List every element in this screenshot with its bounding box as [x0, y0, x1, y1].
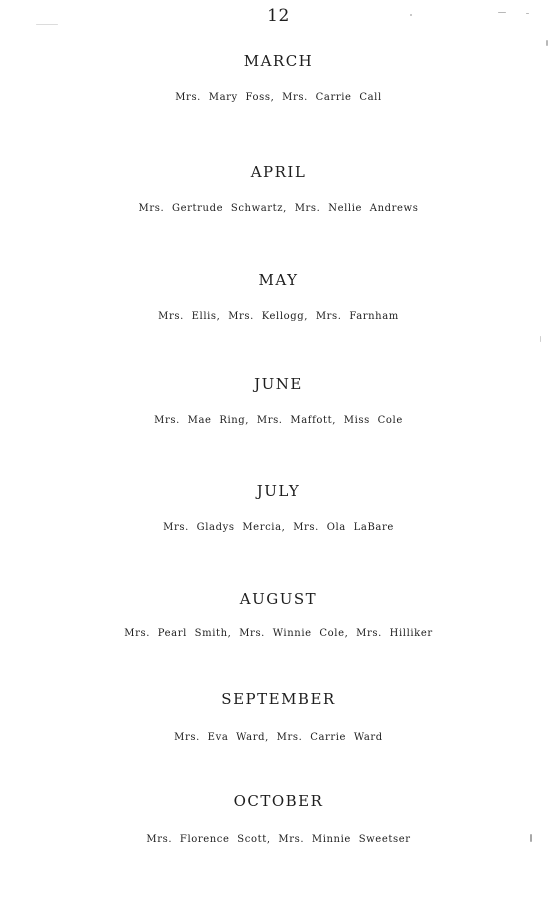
scan-speck: [498, 12, 506, 13]
scan-speck: [540, 336, 541, 342]
month-heading-july: JULY: [256, 482, 301, 500]
month-heading-may: MAY: [258, 271, 299, 289]
month-heading-september: SEPTEMBER: [221, 690, 336, 708]
scan-speck: [526, 13, 529, 14]
names-may: Mrs. Ellis, Mrs. Kellogg, Mrs. Farnham: [158, 311, 399, 322]
names-june: Mrs. Mae Ring, Mrs. Maffott, Miss Cole: [154, 415, 403, 426]
month-heading-august: AUGUST: [239, 590, 318, 608]
scan-speck: [36, 24, 58, 25]
names-march: Mrs. Mary Foss, Mrs. Carrie Call: [175, 92, 382, 103]
scan-speck: [530, 834, 532, 842]
names-april: Mrs. Gertrude Schwartz, Mrs. Nellie Andrews: [138, 203, 419, 214]
month-heading-june: JUNE: [254, 375, 303, 393]
names-october: Mrs. Florence Scott, Mrs. Minnie Sweetser: [146, 834, 411, 845]
month-heading-april: APRIL: [250, 163, 307, 181]
names-july: Mrs. Gladys Mercia, Mrs. Ola LaBare: [163, 522, 394, 533]
month-heading-march: MARCH: [243, 52, 314, 70]
page-number: 12: [267, 6, 290, 26]
names-august: Mrs. Pearl Smith, Mrs. Winnie Cole, Mrs. Hilliker: [124, 628, 433, 639]
names-september: Mrs. Eva Ward, Mrs. Carrie Ward: [174, 732, 383, 743]
scan-speck: [546, 40, 548, 46]
month-heading-october: OCTOBER: [233, 792, 324, 810]
scan-speck: [410, 14, 412, 16]
